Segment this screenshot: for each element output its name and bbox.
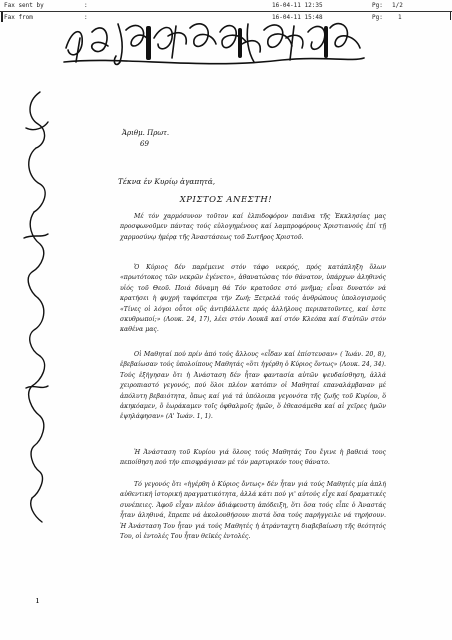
fax-header-rule [0, 11, 452, 12]
fax-page-1: 1/2 [392, 2, 403, 9]
paragraph-text: Οἱ Μαθηταί πού πρίν ἀπό τούς ἄλλους «εἶδαν καί ἐπίστευσαν» ( Ἰωάν. 20, 8), ἐβεβαίωσαν τούς ὑπολοίπους Μαθητάς «ὅτι ἠγέρθη ὁ Κύριος ὄντως» (Λουκ. 24, 34). Τούς ἐξήγησαν ὅτι ἡ Ἀνάσταση δέν ἦταν φαντασία αὐτῶν ψευδαίσθηση, ἀλλά χειροπιαστό γεγονός, πού ὅλοι πλέον κατόπιν οἱ Μαθηταί επαναλάμβαναν μέ ἀπόλυτη βεβαιότητα, ὅπως καί γιά τά ὑπόλοιπα γεγονότα τῆς ζωῆς τοῦ Κυρίου, ὅ ἀκηκόαμεν, ὅ ἑωράκαμεν τοῖς ὀφθαλμοῖς ἡμῶν, ὅ ἐθεασάμεθα καί αἱ χεῖρες ἡμῶν ἐψηλάφησαν» (Α' Ἰωάν. 1, 1). [120, 351, 386, 421]
paragraph-2 [120, 263, 386, 336]
calligraphic-letterhead-icon [62, 18, 366, 72]
salutation: Τέκνα ἐν Κυρίῳ ἀγαπητά, [118, 177, 216, 186]
fax-datetime-1: 16-04-11 12:35 [272, 2, 323, 9]
handwritten-signature-icon [18, 88, 54, 528]
margin-mark: ı [36, 596, 39, 606]
fax-sent-by-value: : [84, 2, 88, 9]
fax-page-label-1: Pg: [372, 2, 383, 9]
fax-page-2: 1 [398, 14, 402, 21]
paragraph-4 [120, 448, 386, 469]
paragraph-3 [120, 350, 386, 423]
fax-from-label: Fax from [4, 14, 33, 21]
fax-edge-mark [450, 12, 451, 20]
fax-edge-mark [1, 12, 3, 22]
paragraph-text: Μέ τόν χαρμόσυνον τοῦτον καί ἐλπιδοφόρον παιᾶνα τῆς Ἐκκλησίας μας προσφωνοῦμεν πάντας τούς εὐλογημένους καί λαμπροφόρους Χριστιανούς ἐπί τῇ χαρμοσύνῳ ἡμέρᾳ τῆς Ἀναστάσεως τοῦ Σωτῆρος Χριστοῦ. [120, 213, 386, 241]
paragraph-text: Τό γεγονός ὅτι «ἠγέρθη ὁ Κύριος ὄντως» δέν ἦταν γιά τούς Μαθητές μία ἁπλή αὐθεντική ἱστορική πραγματικότητα, ἀλλά κάτι πού γι' αὐτούς εἶχε καί δραματικές συνέπειες. Ἀφοῦ εἶχαν πλέον ἀδιάφευστη ἀπόδειξη, ὅτι ὅσα τούς εἶπε ὁ Ἀναστάς ἦταν ἀληθινά, ἔπρεπε νά ἀκολουθήσουν πιστά ὅσα τούς παρήγγειλε νά τηρήσουν. Ἡ Ἀνάσταση Του ἦταν γιά τούς Μαθητές ἡ ἀτράνταχτη διαβεβαίωση τῆς θεότητός Του, οἱ ἐντολές Του ἦταν θεϊκές ἐντολές. [120, 481, 386, 541]
fax-from-value: : [84, 14, 88, 21]
protocol-number: 69 [140, 140, 149, 148]
protocol-label: Ἀριθμ. Πρωτ. [122, 129, 170, 137]
fax-page-label-2: Pg: [372, 14, 383, 21]
paragraph-text: Ὁ Κύριος δέν παρέμεινε στόν τάφο νεκρός, πρός κατάπληξη ὅλων «πρωτότοκος τῶν νεκρῶν ἐγένετο», ἀθανατώσας τόν θάνατον, ὑπάρχων ἀληθινός υἱός τοῦ Θεοῦ. Ποιά δύναμη θά Τόν κρατοῦσε στό μνῆμα; εἶναι δυνατόν νά κρατήσει ἡ φυχρή ταφόπετρα τήν Ζωή; Ξετρελά τούς ἀνθρώπους ὑπολογισμούς «Τίνες οἱ λόγοι οὗτοι οὕς ἀντιβάλλετε πρός ἀλλήλους περιπατοῦντες, καί ἐστε σκυθρωποί;» (Λουκ. 24, 17), λέει στόν Λουκᾶ καί στόν Κλεόπα καί δ'αὐτῶν στόν καθένα μας. [120, 264, 386, 334]
letter-title: ΧΡΙΣΤΟΣ ΑΝΕΣΤΗ! [179, 194, 273, 204]
fax-datetime-2: 16-04-11 15:48 [272, 14, 323, 21]
fax-sent-by-label: Fax sent by [4, 2, 44, 9]
paragraph-1 [120, 212, 386, 243]
paragraph-text: Ἡ Ἀνάσταση τοῦ Κυρίου γιά ὅλους τούς Μαθητάς Του ἔγινε ἡ βαθειά τους πεποίθηση πού τήν επισφράγισαν μέ τόν μαρτυρικόν τους θάνατο. [120, 449, 386, 467]
paragraph-5 [120, 480, 386, 542]
